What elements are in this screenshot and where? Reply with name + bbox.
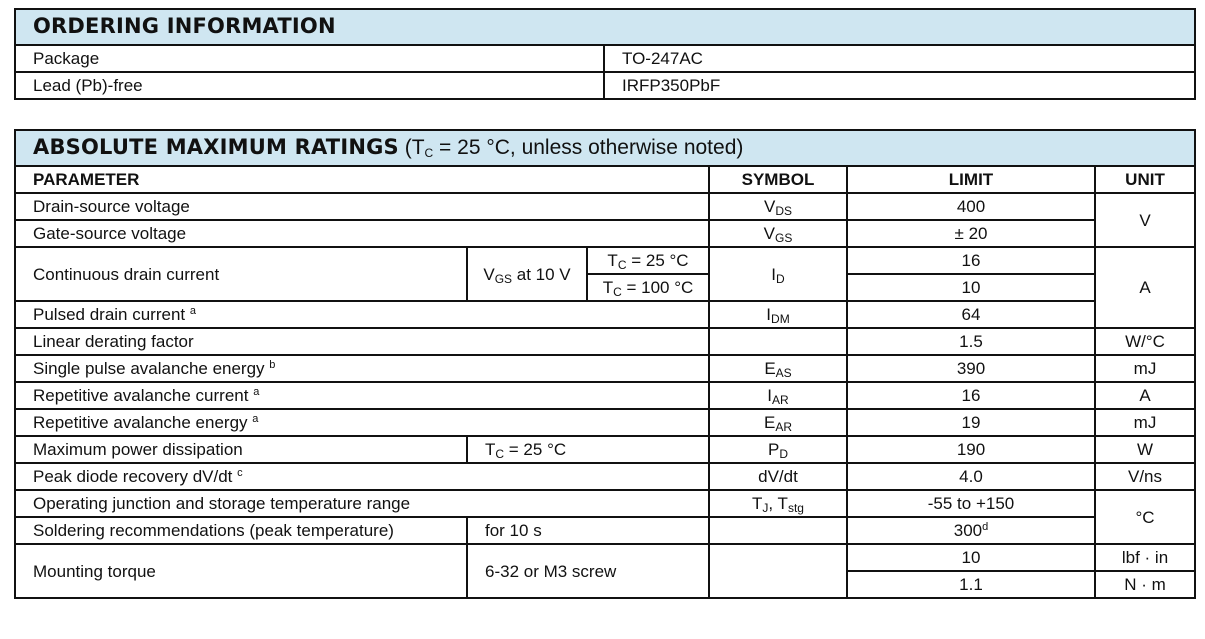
table-row [15,45,1195,72]
header-unit: UNIT [1095,166,1195,193]
parameter-cell: Repetitive avalanche energy $^a$ [15,409,709,436]
symbol-cell: $E_{AR}$ [709,409,847,436]
parameter-cell: Continuous drain current [15,247,467,301]
parameter-cell: Soldering recommendations (peak temperature) [15,517,467,544]
ordering-label: Lead (Pb)-free [15,72,604,99]
table-row [15,247,1195,274]
limit-cell: 16 [847,247,1095,274]
unit-cell: A [1095,382,1195,409]
limit-cell: 400 [847,193,1095,220]
limit-cell: ± 20 [847,220,1095,247]
parameter-cell: Mounting torque [15,544,467,598]
unit-cell: mJ [1095,409,1195,436]
table-row [15,328,1195,355]
condition-cell: for 10 s [467,517,709,544]
table-row [15,409,1195,436]
symbol-cell [709,328,847,355]
condition-cell: $T_C = 100$ °C [587,274,709,301]
absolute-maximum-ratings-table [14,129,1196,599]
unit-cell: N · m [1095,571,1195,598]
symbol-cell: $I_{AR}$ [709,382,847,409]
limit-cell: 4.0 [847,463,1095,490]
unit-cell: °C [1095,490,1195,544]
limit-cell: 1.1 [847,571,1095,598]
condition-cell: 6-32 or M3 screw [467,544,709,598]
condition-cell: $T_C = 25$ °C [587,247,709,274]
limit-cell: 10 [847,544,1095,571]
unit-cell: W/°C [1095,328,1195,355]
parameter-cell: Gate-source voltage [15,220,709,247]
table-row [15,355,1195,382]
symbol-cell: $P_D$ [709,436,847,463]
limit-cell: 1.5 [847,328,1095,355]
symbol-cell [709,544,847,598]
limit-cell: 390 [847,355,1095,382]
unit-cell: V [1095,193,1195,247]
ordering-information-table [14,8,1196,100]
limit-cell: 64 [847,301,1095,328]
parameter-cell: Drain-source voltage [15,193,709,220]
table-row [15,72,1195,99]
limit-cell: 16 [847,382,1095,409]
table-row [15,544,1195,571]
unit-cell: lbf · in [1095,544,1195,571]
symbol-cell: $T_J$, $T_{stg}$ [709,490,847,517]
limit-cell: -55 to +150 [847,490,1095,517]
table-row [15,301,1195,328]
table-row [15,382,1195,409]
parameter-cell: Peak diode recovery dV/dt $^c$ [15,463,709,490]
table-row [15,220,1195,247]
ordering-label: Package [15,45,604,72]
limit-cell: 300$^d$ [847,517,1095,544]
parameter-cell: Single pulse avalanche energy $^b$ [15,355,709,382]
table-row [15,517,1195,544]
unit-cell: A [1095,247,1195,328]
unit-cell: W [1095,436,1195,463]
abs-title: ABSOLUTE MAXIMUM RATINGS ($T_C = 25$ °C, unless otherwise noted) [15,130,1195,166]
symbol-cell: $E_{AS}$ [709,355,847,382]
parameter-cell: Pulsed drain current $^a$ [15,301,709,328]
header-symbol: SYMBOL [709,166,847,193]
condition-cell: $T_C = 25$ °C [467,436,709,463]
parameter-cell: Linear derating factor [15,328,709,355]
symbol-cell: $V_{GS}$ [709,220,847,247]
table-row [15,490,1195,517]
column-header-row [15,166,1195,193]
ordering-value: TO-247AC [604,45,1195,72]
unit-cell: V/ns [1095,463,1195,490]
parameter-cell: Repetitive avalanche current $^a$ [15,382,709,409]
limit-cell: 190 [847,436,1095,463]
symbol-cell: $I_D$ [709,247,847,301]
symbol-cell [709,517,847,544]
parameter-cell: Operating junction and storage temperature range [15,490,709,517]
header-limit: LIMIT [847,166,1095,193]
symbol-cell: dV/dt [709,463,847,490]
ordering-title: ORDERING INFORMATION [15,9,1195,45]
symbol-cell: $I_{DM}$ [709,301,847,328]
parameter-cell: Maximum power dissipation [15,436,467,463]
header-parameter: PARAMETER [15,166,709,193]
ordering-value: IRFP350PbF [604,72,1195,99]
symbol-cell: $V_{DS}$ [709,193,847,220]
limit-cell: 19 [847,409,1095,436]
unit-cell: mJ [1095,355,1195,382]
table-row [15,436,1195,463]
table-row [15,463,1195,490]
table-row [15,193,1195,220]
limit-cell: 10 [847,274,1095,301]
condition-cell: $V_{GS}$ at 10 V [467,247,587,301]
